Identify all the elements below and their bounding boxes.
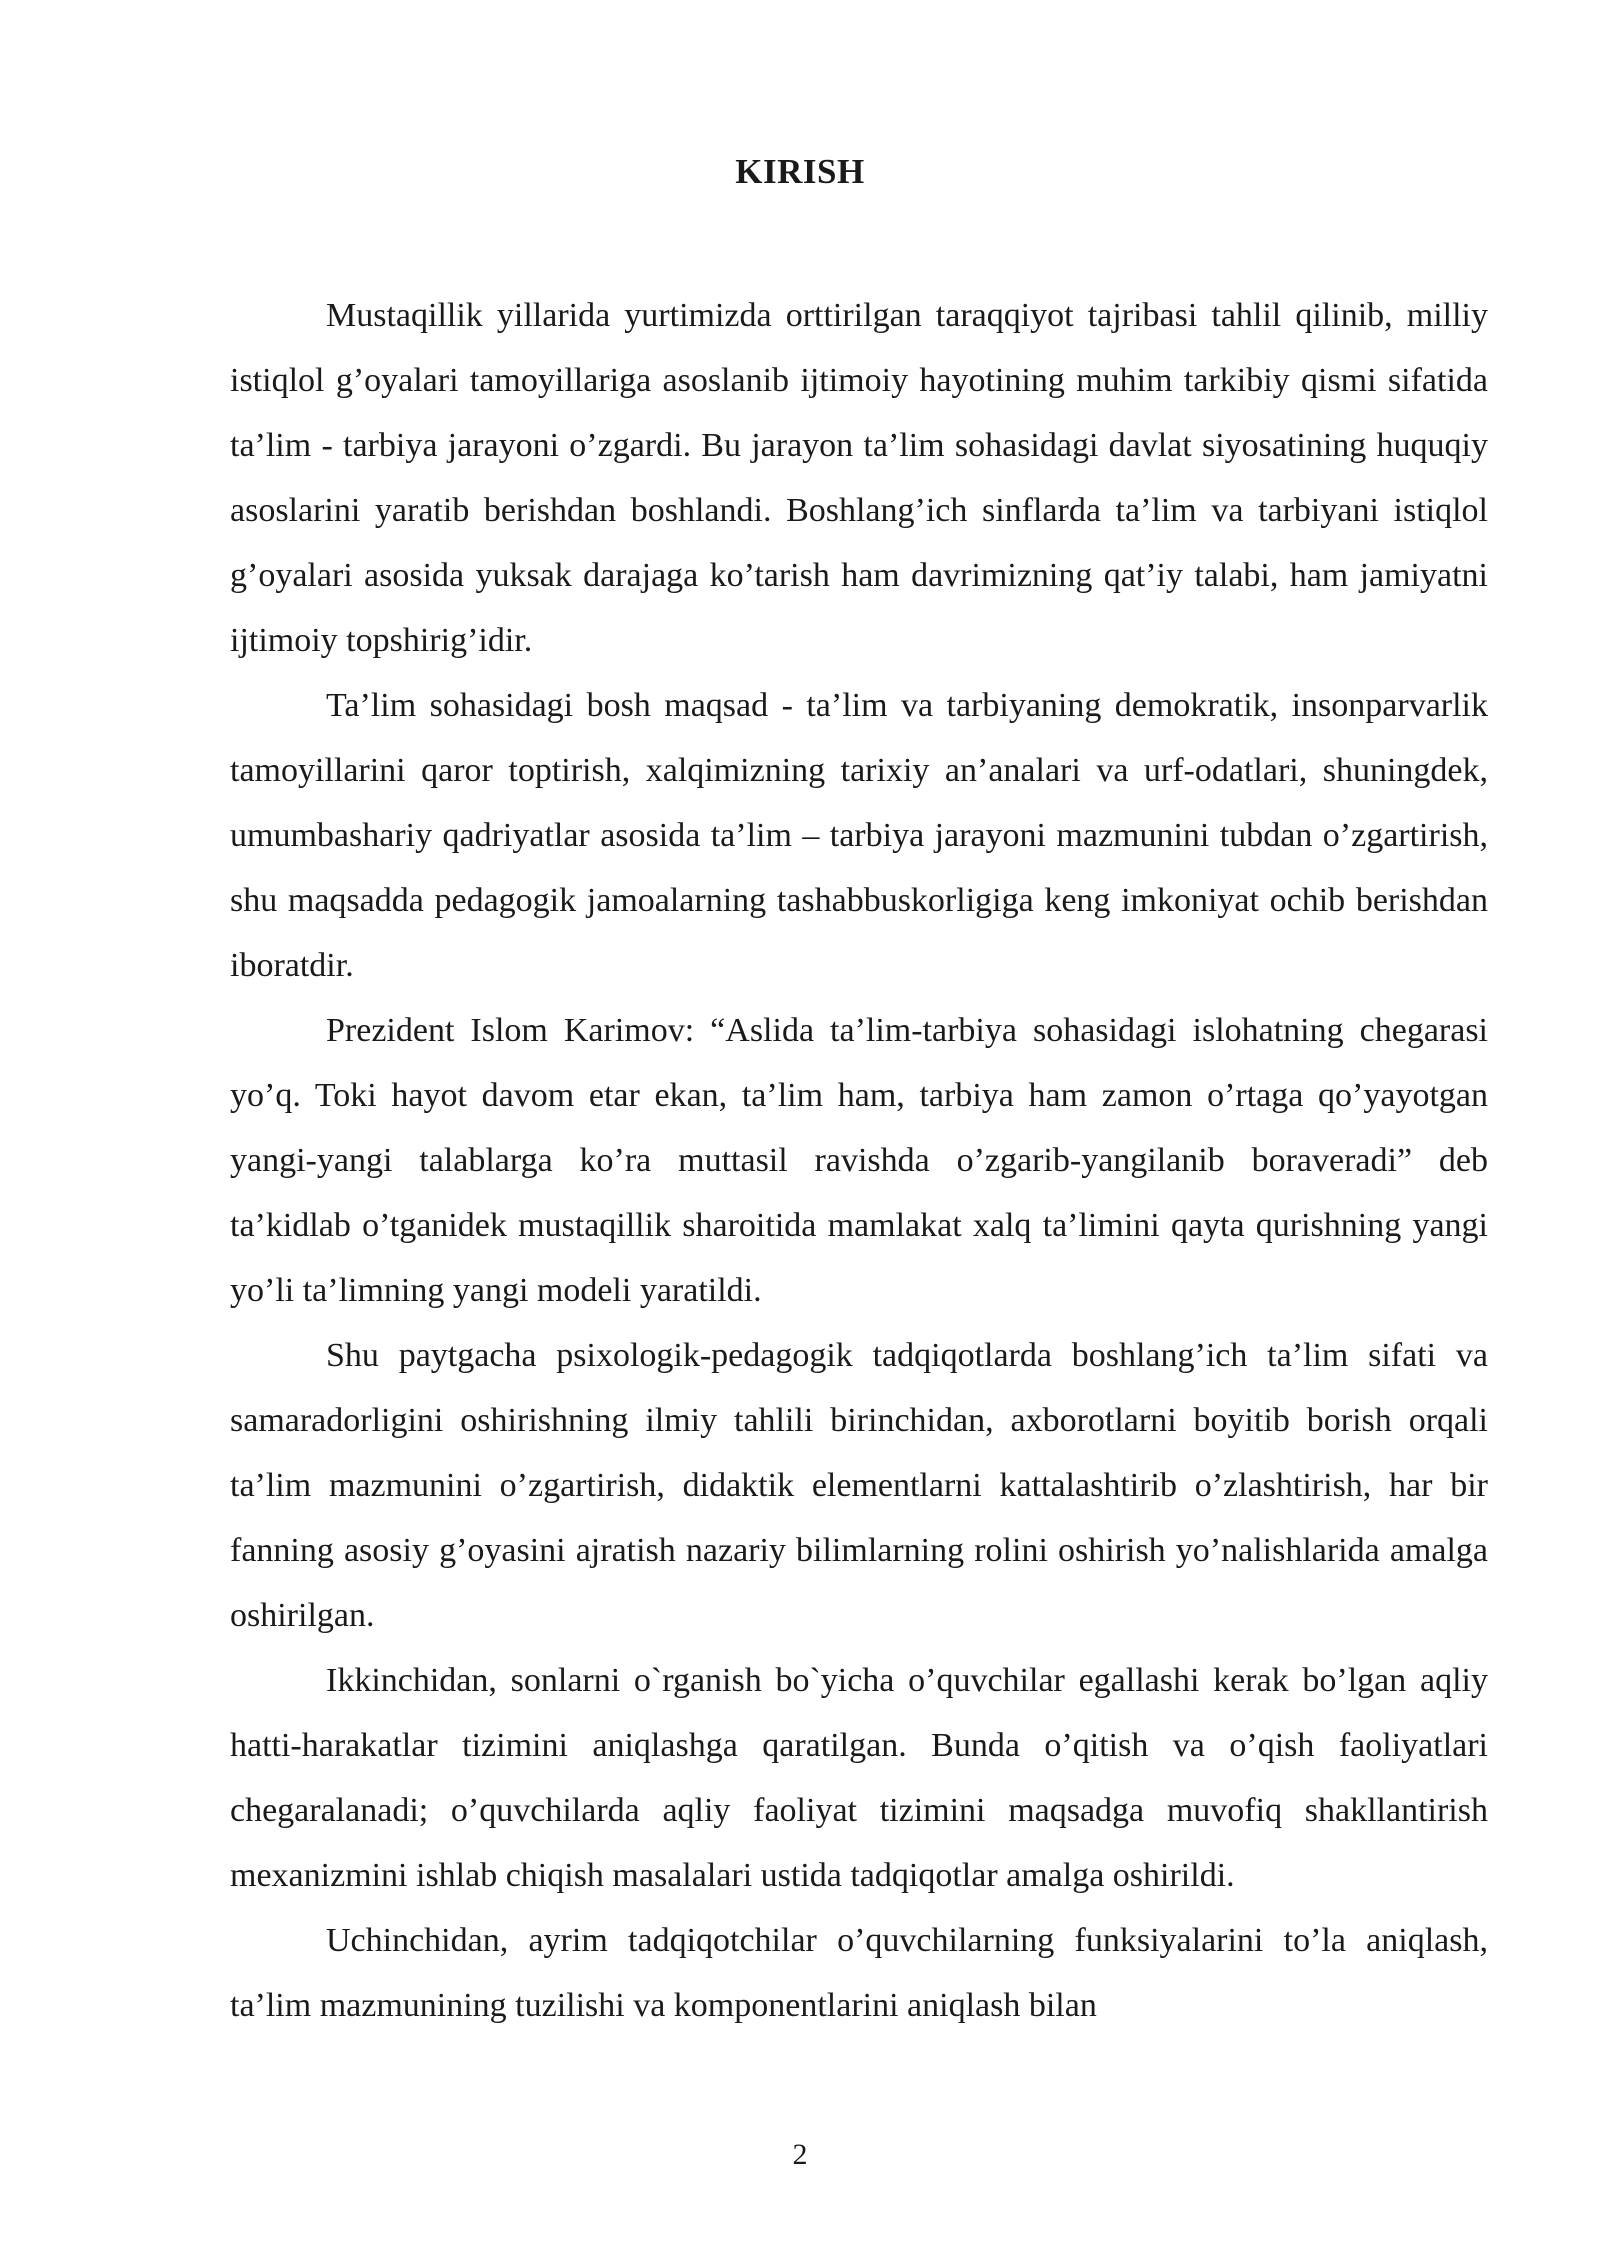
- paragraph-6: Uchinchidan, ayrim tadqiqotchilar o’quvchilarning funksiyalarini to’la aniqlash, ta’lim mazmunining tuzilishi va komponentlarini aniqlash bilan: [230, 1922, 1488, 2024]
- paragraph-5: Ikkinchidan, sonlarni o`rganish bo`yicha o’quvchilar egallashi kerak bo’lgan aqliy hatti-harakatlar tizimini aniqlashga qaratilgan. Bunda o’qitish va o’qish faoliyatlari chegaralanadi; o’quvchilarda aqliy faoliyat tizimini maqsadga muvofiq shakllantirish mexanizmini ishlab chiqish masalalari ustida tadqiqotlar amalga oshirildi.: [230, 1662, 1488, 1894]
- paragraph-3: Prezident Islom Karimov: “Aslida ta’lim-tarbiya sohasidagi islohatning chegarasi yo’q. Toki hayot davom etar ekan, ta’lim ham, tarbiya ham zamon o’rtaga qo’yayotgan yangi-yangi talablarga ko’ra muttasil ravishda o’zgarib-yangilanib boraveradi” deb ta’kidlab o’tganidek mustaqillik sharoitida mamlakat xalq ta’limini qayta qurishning yangi yo’li ta’limning yangi modeli yaratildi.: [230, 1012, 1488, 1309]
- page-number: 2: [792, 2138, 808, 2171]
- paragraph-4: Shu paytgacha psixologik-pedagogik tadqiqotlarda boshlang’ich ta’lim sifati va samaradorligini oshirishning ilmiy tahlili birinchidan, axborotlarni boyitib borish orqali ta’lim mazmunini o’zgartirish, didaktik elementlarni kattalashtirib o’zlashtirish, har bir fanning asosiy g’oyasini ajratish nazariy bilimlarning rolini oshirish yo’nalishlarida amalga oshirilgan.: [230, 1337, 1488, 1634]
- paragraph-2: Ta’lim sohasidagi bosh maqsad - ta’lim va tarbiyaning demokratik, insonparvarlik tamoyillarini qaror toptirish, xalqimizning tarixiy an’analari va urf-odatlari, shuningdek, umumbashariy qadriyatlar asosida ta’lim – tarbiya jarayoni mazmunini tubdan o’zgartirish, shu maqsadda pedagogik jamoalarning tashabbuskorligiga keng imkoniyat ochib berishdan iboratdir.: [230, 687, 1488, 984]
- paragraph-1: Mustaqillik yillarida yurtimizda orttirilgan taraqqiyot tajribasi tahlil qilinib, milliy istiqlol g’oyalari tamoyillariga asoslanib ijtimoiy hayotining muhim tarkibiy qismi sifatida ta’lim - tarbiya jarayoni o’zgardi. Bu jarayon ta’lim sohasidagi davlat siyosatining huquqiy asoslarini yaratib berishdan boshlandi. Boshlang’ich sinflarda ta’lim va tarbiyani istiqlol g’oyalari asosida yuksak darajaga ko’tarish ham davrimizning qat’iy talabi, ham jamiyatni ijtimoiy topshirig’idir.: [230, 297, 1488, 659]
- body-text: [230, 283, 1488, 2038]
- page-title: KIRISH: [735, 152, 865, 191]
